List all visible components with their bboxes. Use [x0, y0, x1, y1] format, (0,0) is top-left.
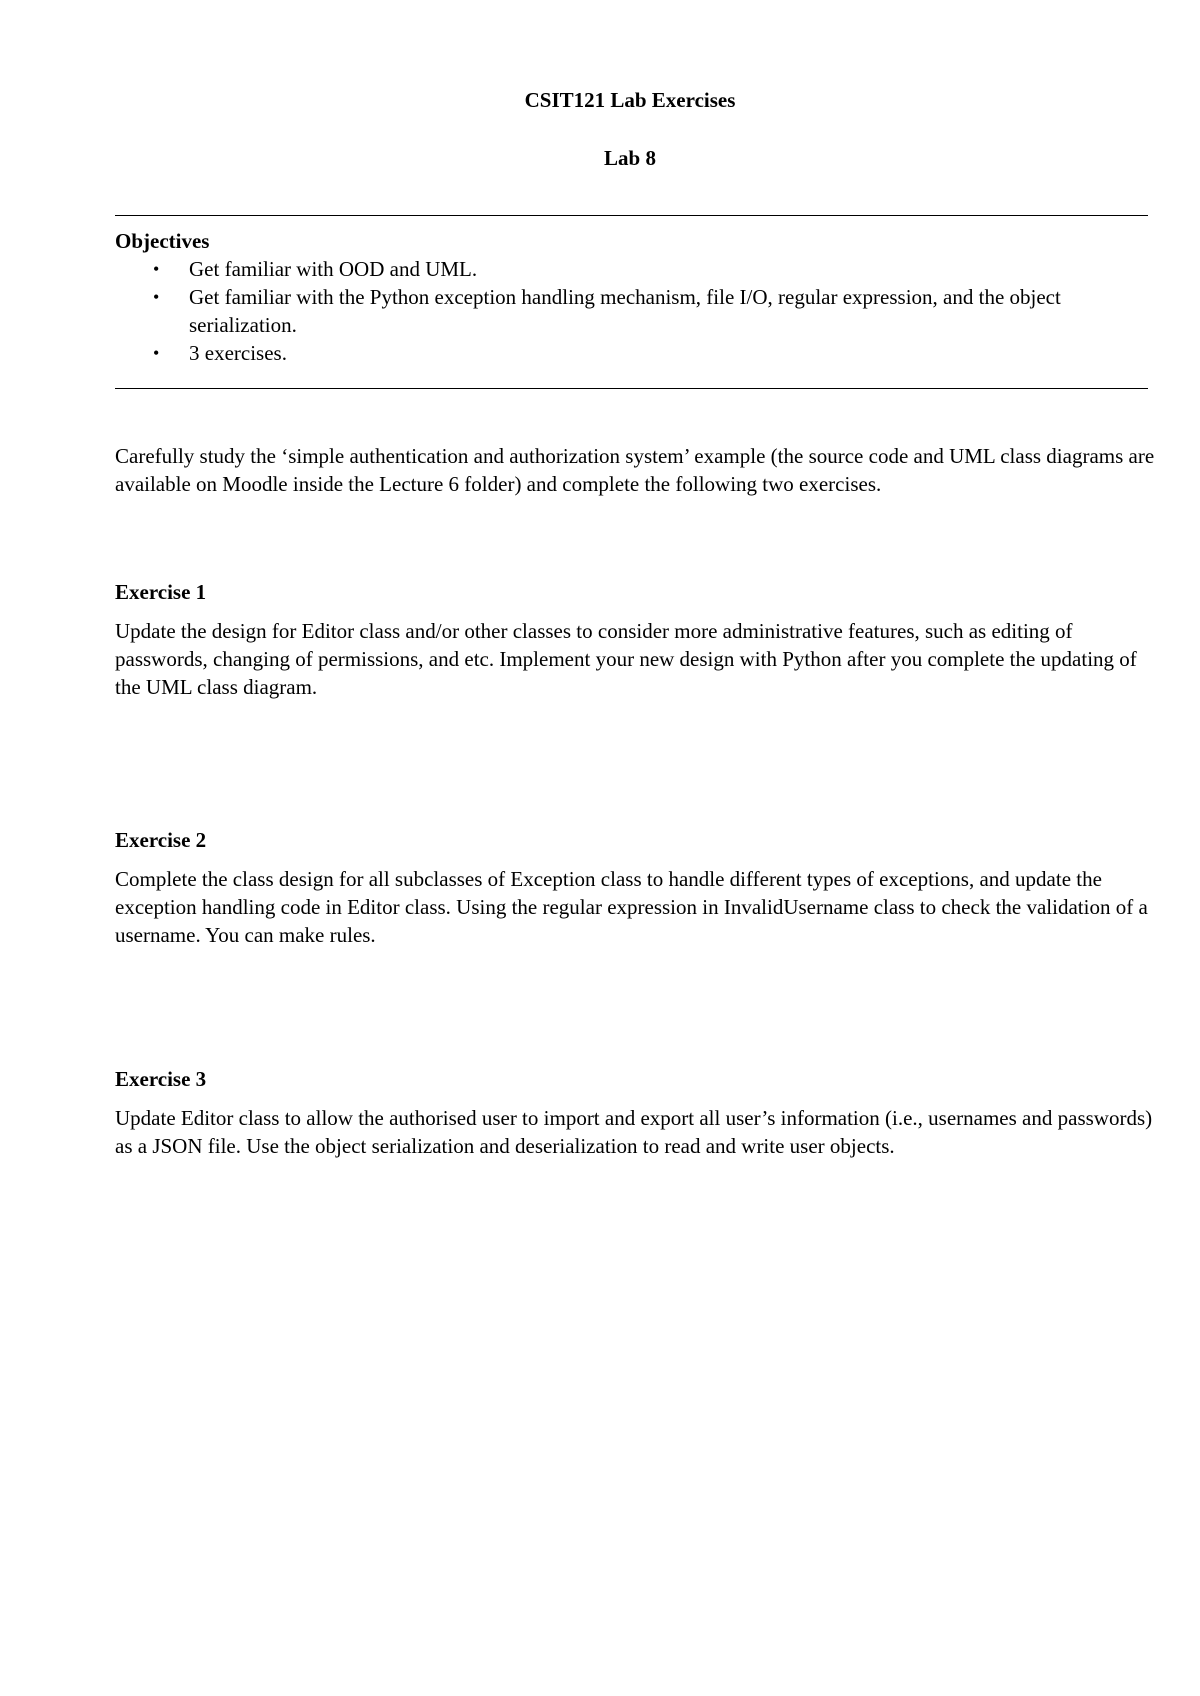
- bullet-icon: •: [153, 259, 160, 279]
- course-title: CSIT121 Lab Exercises: [524, 88, 736, 112]
- bottom-divider: [115, 388, 1148, 389]
- exercise-2-heading: Exercise 2: [115, 828, 207, 852]
- objective-item: [115, 283, 1148, 339]
- bullet-icon: •: [153, 287, 160, 307]
- exercise-1-body: Update the design for Editor class and/or other classes to consider more administrative features, such as editing of passwords, changing of permissions, and etc. Implement your new design with Python after you complete the updating of the UML class diagram.: [115, 619, 1137, 699]
- objective-text: Get familiar with OOD and UML.: [189, 257, 478, 281]
- objective-item: [115, 339, 1148, 367]
- exercise-3-body: Update Editor class to allow the authorised user to import and export all user’s information (i.e., usernames and passwords) as a JSON file. Use the object serialization and deserialization to read and write user objects.: [115, 1106, 1153, 1158]
- lab-title: Lab 8: [604, 146, 656, 170]
- bullet-icon: •: [153, 343, 160, 363]
- top-divider: [115, 215, 1148, 216]
- objectives-box: [115, 227, 1148, 367]
- objective-item: [115, 255, 1148, 283]
- objectives-list: [115, 255, 1148, 367]
- exercise-3-heading: Exercise 3: [115, 1067, 207, 1091]
- objective-text: Get familiar with the Python exception handling mechanism, file I/O, regular expression, and the object serialization.: [189, 285, 1061, 337]
- exercise-1-heading: Exercise 1: [115, 580, 207, 604]
- objectives-heading: Objectives: [115, 229, 210, 253]
- objective-text: 3 exercises.: [189, 341, 287, 365]
- intro-paragraph: Carefully study the ‘simple authentication and authorization system’ example (the source code and UML class diagrams are available on Moodle inside the Lecture 6 folder) and complete the following two exercises.: [115, 444, 1155, 496]
- exercise-2-body: Complete the class design for all subclasses of Exception class to handle different types of exceptions, and update the exception handling code in Editor class. Using the regular expression in InvalidUsername class to check the validation of a username. You can make rules.: [115, 867, 1148, 947]
